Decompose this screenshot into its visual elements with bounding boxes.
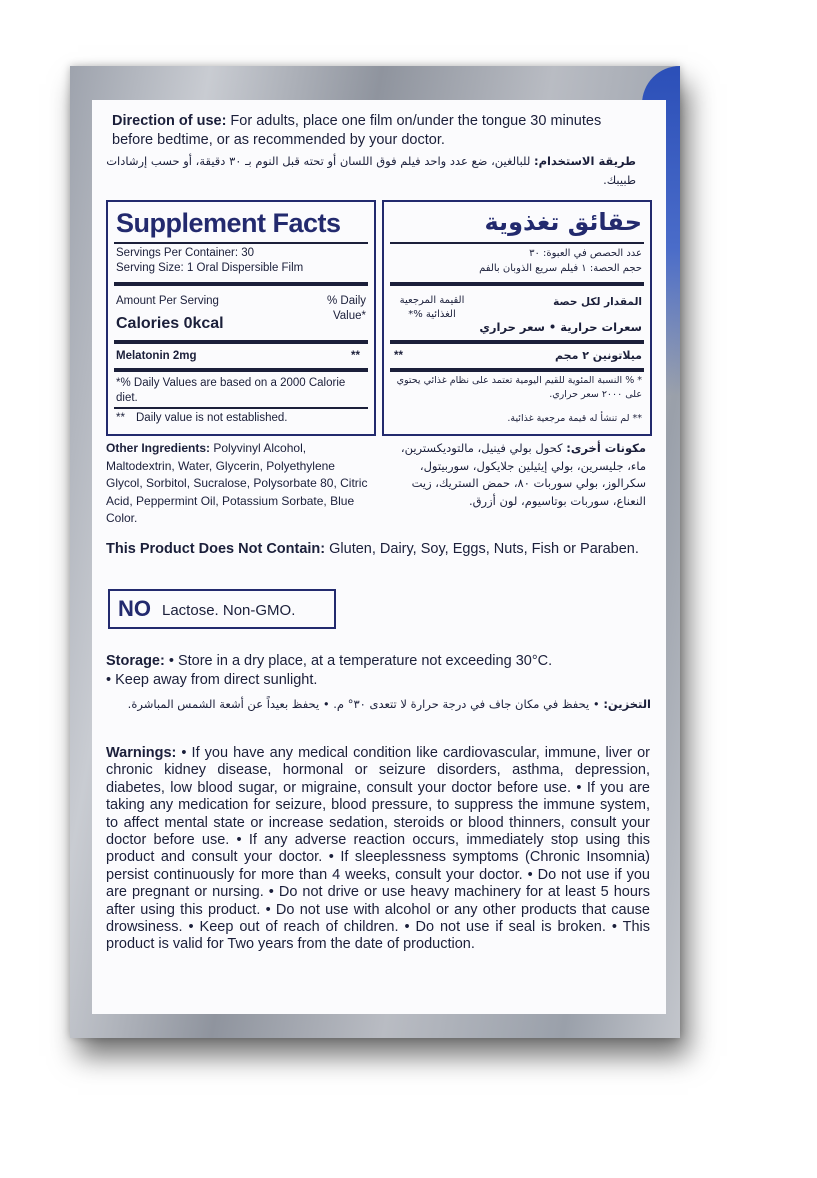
- footnote-daily-values: *% Daily Values are based on a 2000 Calorie diet.: [116, 377, 346, 404]
- other-ingredients-label-arabic: مكونات أخرى:: [566, 441, 646, 455]
- thick-rule: [114, 368, 368, 372]
- footnote-not-established: Daily value is not established.: [136, 412, 288, 424]
- daily-value-header-arabic: القيمة المرجعية الغذائية %*: [399, 295, 465, 320]
- no-word: NO: [118, 596, 151, 621]
- does-not-contain: [106, 540, 651, 559]
- calories: Calories 0kcal: [116, 315, 224, 332]
- thick-rule: [390, 368, 644, 372]
- footnote-daily-values-arabic: * % النسبة المئوية للقيم اليومية تعتمد على نظام غذائي يحتوي على ٢٠٠٠ سعر حراري.: [396, 375, 642, 400]
- direction-text-arabic: للبالغين، ضع عدد واحد فيلم فوق اللسان أو تحته قبل النوم بـ ٣٠ دقيقة، أو حسب إرشادات طبيبك.: [106, 154, 636, 187]
- melatonin-arabic: ميلاتونين ٢ مجم: [555, 349, 642, 362]
- storage-arabic: [106, 695, 651, 714]
- no-lactose-text: Lactose. Non-GMO.: [162, 602, 296, 619]
- supplement-facts-panel-arabic: [382, 200, 652, 436]
- direction-of-use-arabic: [106, 152, 636, 190]
- amount-per-serving: Amount Per Serving: [116, 295, 219, 307]
- thick-rule: [390, 282, 644, 286]
- footnote-mark: **: [116, 412, 125, 424]
- facts-title-arabic: حقائق تغذوية: [484, 208, 642, 236]
- does-not-contain-text: Gluten, Dairy, Soy, Eggs, Nuts, Fish or Paraben.: [325, 541, 639, 557]
- other-ingredients-text-arabic: كحول بولي فينيل، مالتوديكسترين، ماء، جليسرين، بولي إيثيلين جلايكول، سوربيتول، سكرالوز، بولي سوربات ٨٠، حمض الستريك، زيت النعناع، سوربات بوتاسيوم، لون أزرق.: [400, 441, 646, 508]
- other-ingredients: [106, 440, 372, 528]
- facts-title: Supplement Facts: [116, 208, 341, 238]
- does-not-contain-label: This Product Does Not Contain:: [106, 541, 326, 557]
- storage-label-arabic: التخزين:: [603, 697, 651, 711]
- other-ingredients-label: Other Ingredients:: [106, 441, 211, 455]
- direction-label-arabic: طريقة الاستخدام:: [534, 154, 636, 168]
- storage: [106, 652, 651, 690]
- melatonin-daily-value-arabic: **: [394, 350, 403, 362]
- serving-size-arabic: حجم الحصة: ١ فيلم سريع الذوبان بالفم: [479, 263, 642, 274]
- storage-text-arabic: • يحفظ في مكان جاف في درجة حرارة لا تتعدى ٣٠° م. • يحفظ بعيداً عن أشعة الشمس المباشرة.: [127, 697, 604, 711]
- warnings-text: • If you have any medical condition like cardiovascular, immune, liver or chronic kidney disease, hormonal or seizure disorders, asthma, depression, diabetes, low blood sugar, or migraine, consult your doctor before use. • If you are taking any medication for seizure, blood pressure, to suppress the immune system, to affect mental state or increase sedation, steroids or blood thinners, consult your doctor before use. • If any adverse reaction occurs, immediately stop using this product and consult your doctor. • If sleeplessness symptoms (Chronic Insomnia) persist continuously for more than 4 weeks, consult your doctor. • Do not use if you are pregnant or nursing. • Do not drive or use heavy machinery for at least 5 hours after using this product. • Do not use with alcohol or any other products that cause drowsiness. • Keep out of reach of children. • Do not use if seal is broken. • This product is valid for Two years from the date of production.: [106, 745, 650, 953]
- rule: [114, 407, 368, 409]
- storage-label: Storage:: [106, 653, 165, 669]
- direction-text: For adults, place one film on/under the tongue 30 minutes before bedtime, or as recommended by your doctor.: [112, 113, 602, 148]
- servings-per-container-arabic: عدد الحصص في العبوة: ٣٠: [529, 248, 642, 259]
- footnote-not-established-arabic: ** لم تنشأ له قيمة مرجعية غذائية.: [507, 413, 642, 424]
- warnings-label: Warnings:: [106, 745, 177, 761]
- amount-per-serving-arabic: المقدار لكل حصة: [553, 296, 642, 308]
- product-label: [92, 100, 666, 1014]
- supplement-facts-panel: [106, 200, 376, 436]
- other-ingredients-arabic: [384, 440, 646, 510]
- thick-rule: [114, 340, 368, 344]
- warnings: [106, 745, 650, 954]
- rule: [114, 242, 368, 244]
- calories-arabic: سعرات حرارية • سعر حراري: [479, 320, 642, 334]
- storage-line-1: • Store in a dry place, at a temperature not exceeding 30°C.: [164, 653, 553, 669]
- servings-per-container: Servings Per Container: 30: [116, 247, 255, 259]
- rule: [390, 242, 644, 244]
- no-lactose-badge: [108, 589, 336, 629]
- thick-rule: [390, 340, 644, 344]
- serving-size: Serving Size: 1 Oral Dispersible Film: [116, 262, 304, 274]
- other-ingredients-text: Polyvinyl Alcohol, Maltodextrin, Water, Glycerin, Polyethylene Glycol, Sorbitol, Sucralose, Polysorbate 80, Citric Acid, Peppermint Oil, Potassium Sorbate, Blue Color.: [106, 441, 368, 525]
- storage-line-2: • Keep away from direct sunlight.: [106, 672, 318, 688]
- direction-of-use: [112, 112, 632, 150]
- melatonin: Melatonin 2mg: [116, 350, 197, 362]
- daily-value-header: % Daily Value*: [327, 295, 366, 322]
- thick-rule: [114, 282, 368, 286]
- direction-label: Direction of use:: [112, 113, 227, 129]
- melatonin-daily-value: **: [351, 350, 360, 362]
